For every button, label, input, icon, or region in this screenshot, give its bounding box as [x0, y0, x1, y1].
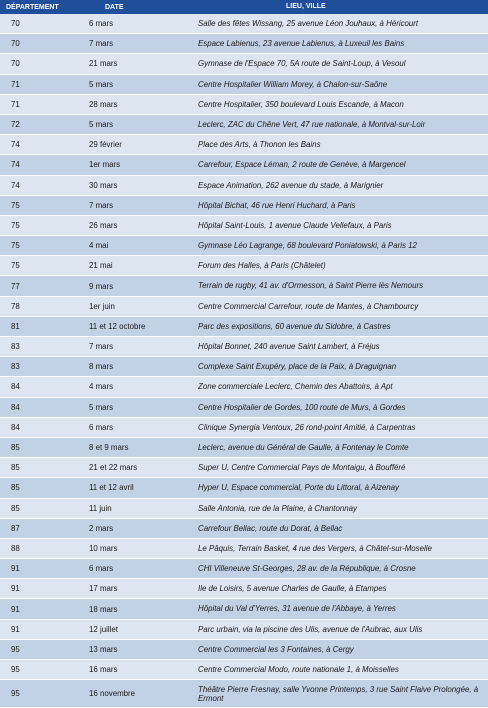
cell-lieu: Gymnase Léo Lagrange, 68 boulevard Poniatowski, à Paris 12 — [198, 241, 417, 251]
cell-lieu: Zone commerciale Leclerc, Chemin des Abattoirs, à Apt — [198, 382, 393, 392]
cell-date: 6 mars — [89, 564, 114, 574]
cell-lieu: Centre Commercial les 3 Fontaines, à Cergy — [198, 644, 354, 654]
cell-date: 1er juin — [89, 301, 115, 311]
table-row — [0, 357, 488, 377]
table-row — [0, 620, 488, 640]
table-row — [0, 256, 488, 276]
cell-date: 9 mars — [89, 281, 114, 291]
cell-lieu: Espace Animation, 262 avenue du stade, à Marignier — [198, 180, 384, 190]
cell-departement: 91 — [11, 624, 20, 634]
cell-date: 5 mars — [89, 402, 114, 412]
table-row — [0, 418, 488, 438]
cell-date: 16 novembre — [89, 689, 136, 699]
cell-date: 21 mai — [89, 261, 113, 271]
cell-departement: 70 — [11, 39, 20, 49]
cell-departement: 84 — [11, 382, 20, 392]
cell-lieu: Hôpital Bonnet, 240 avenue Saint Lambert, à Fréjus — [198, 342, 380, 352]
table-row — [0, 478, 488, 498]
cell-departement: 75 — [11, 261, 20, 271]
cell-departement: 74 — [11, 180, 20, 190]
cell-departement: 70 — [11, 59, 20, 69]
table-row — [0, 75, 488, 95]
cell-departement: 70 — [11, 19, 20, 29]
table-row — [0, 317, 488, 337]
cell-lieu: Terrain de rugby, 41 av. d'Ormesson, à Saint Pierre lès Nemours — [198, 281, 424, 291]
table-header — [0, 0, 488, 14]
cell-lieu: Centre Commercial Carrefour, route de Mantes, à Chambourcy — [198, 301, 419, 311]
table-row — [0, 115, 488, 135]
cell-date: 4 mai — [89, 241, 109, 251]
cell-date: 5 mars — [89, 120, 114, 130]
cell-departement: 72 — [11, 120, 20, 130]
cell-lieu: Place des Arts, à Thonon les Bains — [198, 140, 321, 150]
cell-departement: 75 — [11, 241, 20, 251]
cell-lieu: Carrefour, Espace Léman, 2 route de Genève, à Margencel — [198, 160, 406, 170]
table-row — [0, 458, 488, 478]
cell-departement: 74 — [11, 140, 20, 150]
cell-date: 18 mars — [89, 604, 118, 614]
cell-departement: 91 — [11, 584, 20, 594]
cell-date: 10 mars — [89, 543, 118, 553]
cell-departement: 95 — [11, 644, 20, 654]
cell-departement: 71 — [11, 79, 20, 89]
cell-departement: 77 — [11, 281, 20, 291]
cell-lieu: Clinique Synergia Ventoux, 26 rond-point Amitié, à Carpentras — [198, 422, 416, 432]
table-row — [0, 95, 488, 115]
cell-lieu: Hôpital du Val d'Yerres, 31 avenue de l'Abbaye, à Yerres — [198, 604, 396, 614]
cell-departement: 85 — [11, 483, 20, 493]
table-row — [0, 559, 488, 579]
cell-date: 26 mars — [89, 220, 118, 230]
cell-lieu: Complexe Saint Exupéry, place de la Paix, à Draguignan — [198, 362, 397, 372]
table-row — [0, 337, 488, 357]
cell-date: 29 février — [89, 140, 122, 150]
table-row — [0, 34, 488, 54]
table-row — [0, 196, 488, 216]
cell-lieu: CHI Villeneuve St-Georges, 28 av. de la République, à Crosne — [198, 564, 416, 574]
table-row — [0, 216, 488, 236]
cell-departement: 85 — [11, 463, 20, 473]
cell-lieu: Hôpital Bichat, 46 rue Henri Huchard, à Paris — [198, 200, 356, 210]
cell-date: 13 mars — [89, 644, 118, 654]
cell-date: 6 mars — [89, 19, 114, 29]
table-row — [0, 539, 488, 559]
cell-departement: 85 — [11, 503, 20, 513]
table-row — [0, 680, 488, 708]
cell-departement: 83 — [11, 362, 20, 372]
cell-lieu: Carrefour Bellac, route du Dorat, à Bellac — [198, 523, 343, 533]
cell-lieu: Gymnase de l'Espace 70, 5A route de Saint-Loup, à Vesoul — [198, 59, 406, 69]
cell-departement: 75 — [11, 220, 20, 230]
table-row — [0, 660, 488, 680]
cell-lieu: Leclerc, avenue du Général de Gaulle, à Fontenay le Comte — [198, 442, 409, 452]
table-row — [0, 176, 488, 196]
cell-departement: 78 — [11, 301, 20, 311]
cell-date: 11 et 12 octobre — [89, 321, 146, 331]
cell-departement: 84 — [11, 402, 20, 412]
cell-lieu: Hôpital Saint-Louis, 1 avenue Claude Vellefaux, à Paris — [198, 220, 392, 230]
table-row — [0, 398, 488, 418]
cell-departement: 84 — [11, 422, 20, 432]
table-row — [0, 14, 488, 34]
table-row — [0, 499, 488, 519]
cell-date: 7 mars — [89, 200, 114, 210]
table-row — [0, 579, 488, 599]
cell-departement: 85 — [11, 443, 20, 453]
table-row — [0, 135, 488, 155]
cell-departement: 83 — [11, 342, 20, 352]
cell-lieu: Théâtre Pierre Fresnay, salle Yvonne Printemps, 3 rue Saint Flaive Prolongée, à Ermont — [198, 684, 479, 703]
cell-lieu: Salle des fêtes Wissang, 25 avenue Léon Jouhaux, à Héricourt — [198, 19, 419, 29]
cell-date: 1er mars — [89, 160, 121, 170]
table-row — [0, 640, 488, 660]
cell-departement: 91 — [11, 564, 20, 574]
table-row — [0, 377, 488, 397]
table-body — [0, 14, 488, 708]
cell-lieu: Espace Labienus, 23 avenue Labienus, à Luxeuil les Bains — [198, 39, 405, 49]
cell-date: 8 et 9 mars — [89, 443, 129, 453]
table-row — [0, 297, 488, 317]
cell-date: 30 mars — [89, 180, 118, 190]
cell-date: 6 mars — [89, 422, 114, 432]
cell-lieu: Centre Hospitalier, 350 boulevard Louis Escande, à Macon — [198, 99, 404, 109]
cell-lieu: Centre Commercial Modo, route nationale 1, à Moisselles — [198, 665, 399, 675]
table-row — [0, 438, 488, 458]
cell-lieu: Super U, Centre Commercial Pays de Montaigu, à Boufféré — [198, 463, 406, 473]
cell-date: 21 et 22 mars — [89, 463, 138, 473]
header-departement: DÉPARTEMENT — [6, 3, 59, 11]
cell-lieu: Hyper U, Espace commercial, Porte du Littoral, à Aizenay — [198, 483, 400, 493]
cell-departement: 91 — [11, 604, 20, 614]
cell-lieu: Centre Hospitalier de Gordes, 100 route de Murs, à Gordes — [198, 402, 406, 412]
cell-date: 16 mars — [89, 665, 118, 675]
cell-date: 28 mars — [89, 99, 118, 109]
cell-lieu: Forum des Halles, à Paris (Châtelet) — [198, 261, 326, 271]
cell-departement: 71 — [11, 99, 20, 109]
cell-date: 8 mars — [89, 362, 114, 372]
cell-departement: 81 — [11, 321, 20, 331]
cell-date: 11 et 12 avril — [89, 483, 134, 493]
table-row — [0, 519, 488, 539]
cell-lieu: Salle Antonia, rue de la Plaine, à Chantonnay — [198, 503, 357, 513]
cell-date: 2 mars — [89, 523, 114, 533]
header-date: DATE — [105, 3, 124, 11]
cell-lieu: Le Pâquis, Terrain Basket, 4 rue des Vergers, à Châtel-sur-Moselle — [198, 543, 432, 553]
cell-date: 12 juillet — [89, 624, 118, 634]
cell-date: 21 mars — [89, 59, 118, 69]
cell-lieu: Parc urbain, via la piscine des Ulis, avenue de l'Aubrac, aux Ulis — [198, 624, 423, 634]
cell-lieu: Ile de Loisirs, 5 avenue Charles de Gaulle, à Etampes — [198, 584, 387, 594]
cell-departement: 74 — [11, 160, 20, 170]
table-row — [0, 54, 488, 74]
cell-date: 4 mars — [89, 382, 114, 392]
cell-date: 11 juin — [89, 503, 112, 513]
cell-lieu: Centre Hospitalier William Morey, à Chalon-sur-Saône — [198, 79, 388, 89]
cell-lieu: Leclerc, ZAC du Chêne Vert, 47 rue nationale, à Montval-sur-Loir — [198, 119, 426, 129]
cell-date: 7 mars — [89, 342, 114, 352]
cell-date: 7 mars — [89, 39, 114, 49]
cell-departement: 87 — [11, 523, 20, 533]
table-row — [0, 276, 488, 296]
table-row — [0, 599, 488, 619]
cell-departement: 95 — [11, 665, 20, 675]
table-row — [0, 155, 488, 175]
cell-date: 5 mars — [89, 79, 114, 89]
cell-departement: 95 — [11, 689, 20, 699]
cell-lieu: Parc des expositions, 60 avenue du Sidobre, à Castres — [198, 321, 391, 331]
cell-departement: 88 — [11, 543, 20, 553]
table-row — [0, 236, 488, 256]
header-lieu: LIEU, VILLE — [286, 2, 326, 10]
cell-departement: 75 — [11, 200, 20, 210]
cell-date: 17 mars — [89, 584, 118, 594]
